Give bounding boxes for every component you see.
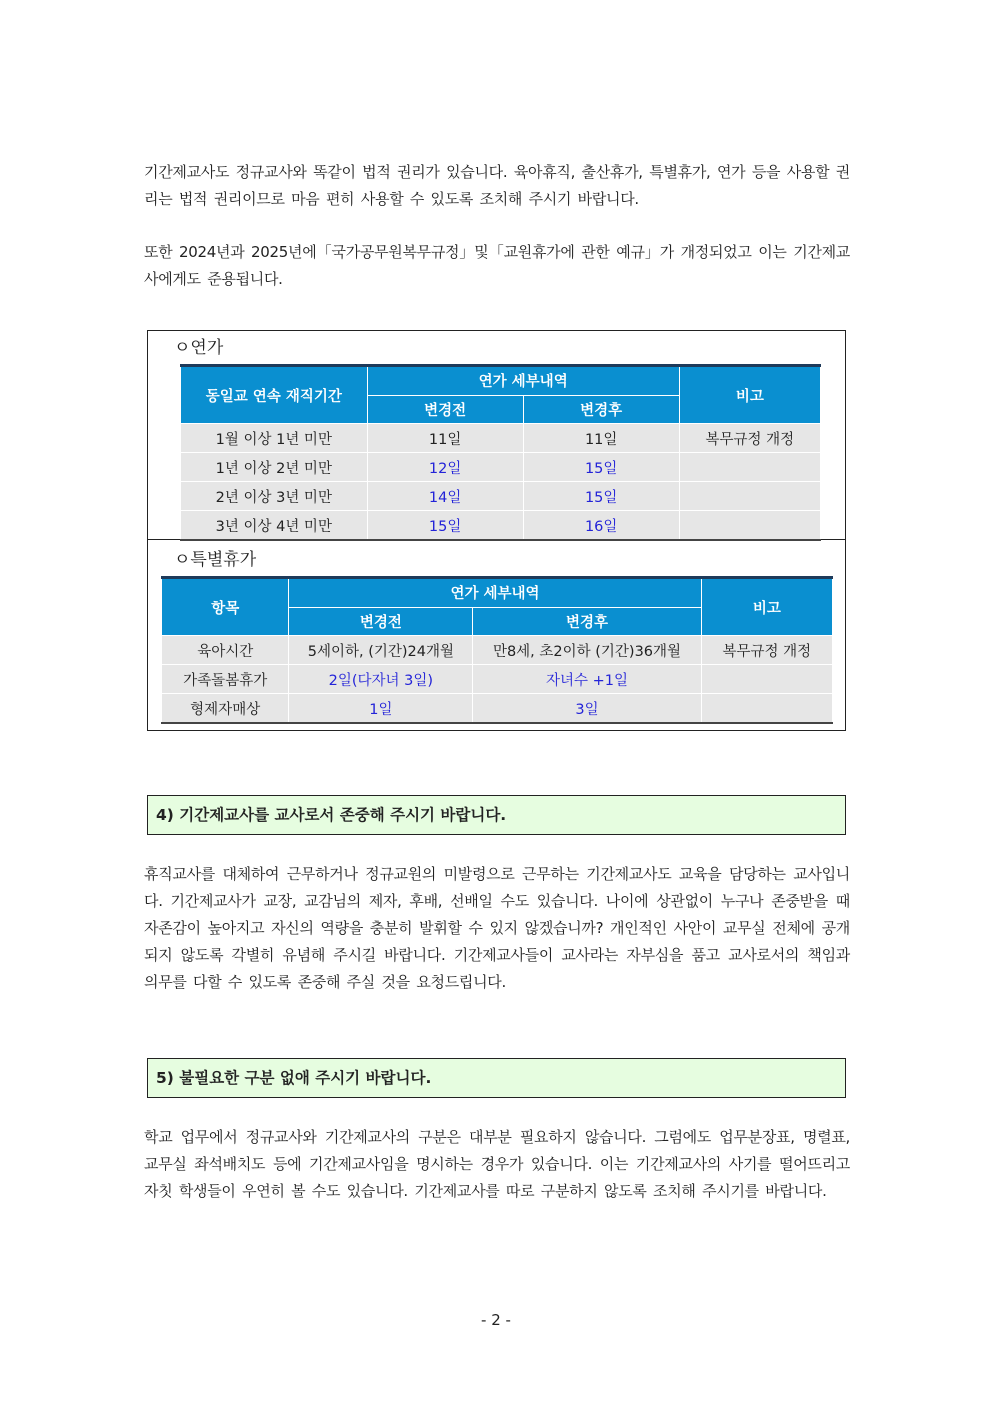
cell-before: 11일 xyxy=(367,424,523,453)
table-row xyxy=(162,694,833,724)
cell-after: 15일 xyxy=(523,482,679,511)
cell-note xyxy=(679,511,820,541)
cell-item: 육아시간 xyxy=(162,636,289,665)
annual-leave-table xyxy=(180,364,821,541)
cell-before: 12일 xyxy=(367,453,523,482)
cell-period: 1월 이상 1년 미만 xyxy=(181,424,368,453)
cell-item: 형제자매상 xyxy=(162,694,289,724)
cell-after: 11일 xyxy=(523,424,679,453)
leave-tables-frame xyxy=(147,330,846,731)
header-before: 변경전 xyxy=(289,607,473,635)
cell-note xyxy=(679,482,820,511)
page-number: - 2 - xyxy=(481,1311,511,1329)
cell-after: 3일 xyxy=(473,694,701,724)
cell-period: 1년 이상 2년 미만 xyxy=(181,453,368,482)
paragraph-rights: 기간제교사도 정규교사와 똑같이 법적 권리가 있습니다. 육아휴직, 출산휴가, 특별휴가, 연가 등을 사용할 권리는 법적 권리이므로 마음 편히 사용할 수 있도록 조치해 주시기 바랍니다. xyxy=(144,163,850,208)
header-detail: 연가 세부내역 xyxy=(289,578,701,608)
special-leave-section xyxy=(148,539,845,732)
cell-before: 1일 xyxy=(289,694,473,724)
header-after: 변경후 xyxy=(523,395,679,423)
cell-after: 15일 xyxy=(523,453,679,482)
cell-before: 5세이하, (기간)24개월 xyxy=(289,636,473,665)
table-row xyxy=(181,482,821,511)
cell-before: 14일 xyxy=(367,482,523,511)
header-detail: 연가 세부내역 xyxy=(367,366,679,396)
header-item: 항목 xyxy=(162,578,289,636)
table-row xyxy=(162,636,833,665)
paragraph-revision: 또한 2024년과 2025년에「국가공무원복무규정」및「교원휴가에 관한 예규」가 개정되었고 이는 기간제교사에게도 준용됩니다. xyxy=(144,243,850,288)
cell-note xyxy=(679,453,820,482)
special-leave-table xyxy=(161,576,833,724)
cell-note: 복무규정 개정 xyxy=(701,636,832,665)
cell-period: 3년 이상 4년 미만 xyxy=(181,511,368,541)
header-note: 비고 xyxy=(701,578,832,636)
annual-leave-section xyxy=(148,331,845,540)
section-heading-5: 5) 불필요한 구분 없애 주시기 바랍니다. xyxy=(147,1058,846,1098)
table-row xyxy=(162,665,833,694)
cell-note: 복무규정 개정 xyxy=(679,424,820,453)
cell-after: 16일 xyxy=(523,511,679,541)
header-note: 비고 xyxy=(679,366,820,424)
paragraph-distinction: 학교 업무에서 정규교사와 기간제교사의 구분은 대부분 필요하지 않습니다. 그럼에도 업무분장표, 명렬표, 교무실 좌석배치도 등에 기간제교사임을 명시하는 경우가 있습니다. 이는 기간제교사의 사기를 떨어뜨리고 자칫 학생들이 우연히 볼 수도 있습니다. 기간제교사를 따로 구분하지 않도록 조치해 주시기를 바랍니다. xyxy=(144,1128,850,1200)
paragraph-respect: 휴직교사를 대체하여 근무하거나 정규교원의 미발령으로 근무하는 기간제교사도 교육을 담당하는 교사입니다. 기간제교사가 교장, 교감님의 제자, 후배, 선배일 수도 있습니다. 나이에 상관없이 누구나 존중받을 때 자존감이 높아지고 자신의 역량을 충분히 발휘할 수 있지 않겠습니까? 개인적인 사안이 교무실 전체에 공개되지 않도록 각별히 유념해 주시길 바랍니다. 기간제교사들이 교사라는 자부심을 품고 교사로서의 책임과 의무를 다할 수 있도록 존중해 주실 것을 요청드립니다. xyxy=(144,865,850,991)
annual-leave-title: ㅇ연가 xyxy=(174,338,224,358)
cell-period: 2년 이상 3년 미만 xyxy=(181,482,368,511)
cell-before: 2일(다자녀 3일) xyxy=(289,665,473,694)
special-leave-title: ㅇ특별휴가 xyxy=(174,550,257,570)
cell-note xyxy=(701,694,832,724)
cell-item: 가족돌봄휴가 xyxy=(162,665,289,694)
cell-before: 15일 xyxy=(367,511,523,541)
header-after: 변경후 xyxy=(473,607,701,635)
table-row xyxy=(181,453,821,482)
cell-note xyxy=(701,665,832,694)
header-period: 동일교 연속 재직기간 xyxy=(181,366,368,424)
table-row xyxy=(181,511,821,541)
table-row xyxy=(181,424,821,453)
cell-after: 자녀수 +1일 xyxy=(473,665,701,694)
section-heading-4: 4) 기간제교사를 교사로서 존중해 주시기 바랍니다. xyxy=(147,795,846,835)
header-before: 변경전 xyxy=(367,395,523,423)
cell-after: 만8세, 초2이하 (기간)36개월 xyxy=(473,636,701,665)
